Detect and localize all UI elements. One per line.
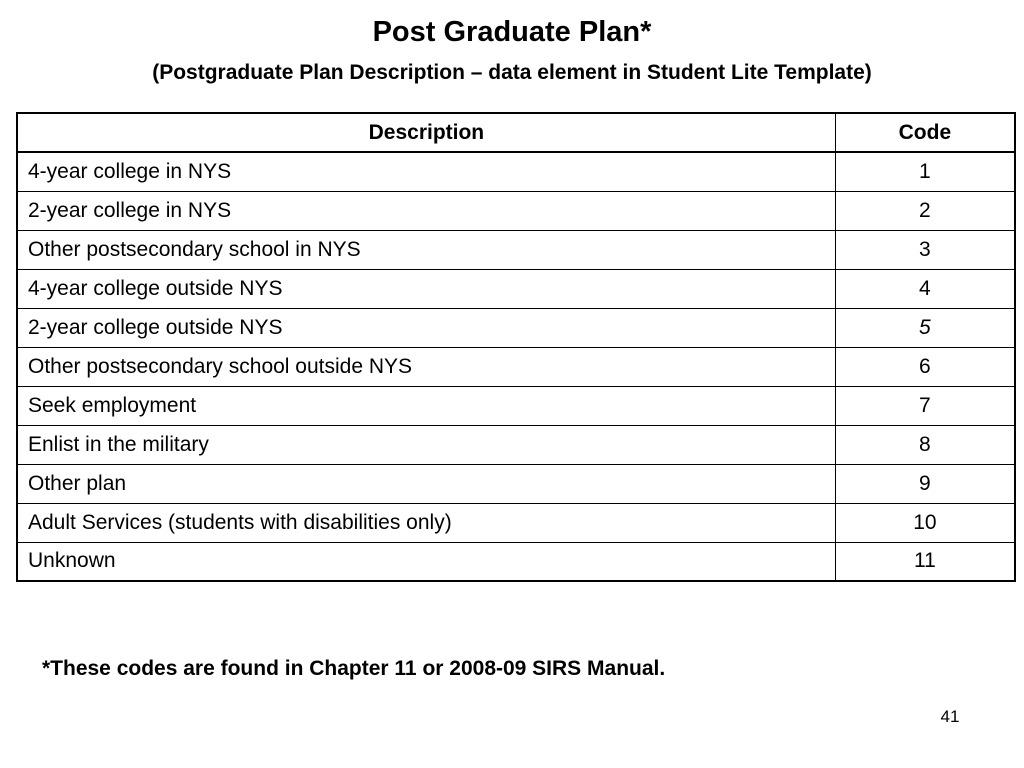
plan-description-cell: Seek employment — [17, 386, 835, 425]
table-row — [17, 503, 1015, 542]
table-row — [17, 425, 1015, 464]
plan-description-cell: 4-year college outside NYS — [17, 269, 835, 308]
plan-description-cell: Other postsecondary school in NYS — [17, 230, 835, 269]
plan-description-cell: Other plan — [17, 464, 835, 503]
table-row — [17, 269, 1015, 308]
plan-description-cell: Enlist in the military — [17, 425, 835, 464]
plan-description-cell: 2-year college outside NYS — [17, 308, 835, 347]
plan-code-cell: 9 — [835, 464, 1015, 503]
plan-description-cell: Other postsecondary school outside NYS — [17, 347, 835, 386]
column-header-description: Description — [17, 113, 835, 152]
plan-code-cell: 8 — [835, 425, 1015, 464]
table-row — [17, 191, 1015, 230]
page-number: 41 — [940, 707, 960, 726]
plan-code-cell: 7 — [835, 386, 1015, 425]
plan-code-cell: 3 — [835, 230, 1015, 269]
table-row — [17, 386, 1015, 425]
table-row — [17, 152, 1015, 191]
table-row — [17, 542, 1015, 581]
plan-code-cell: 10 — [835, 503, 1015, 542]
plan-description-cell: 4-year college in NYS — [17, 152, 835, 191]
table-row — [17, 230, 1015, 269]
slide-title: Post Graduate Plan* — [372, 16, 652, 48]
plan-description-cell: 2-year college in NYS — [17, 191, 835, 230]
plan-code-cell: 4 — [835, 269, 1015, 308]
footnote: *These codes are found in Chapter 11 or 2008-09 SIRS Manual. — [42, 657, 666, 680]
table-body — [17, 152, 1015, 581]
table-row — [17, 347, 1015, 386]
plan-code-cell: 5 — [835, 308, 1015, 347]
plan-code-cell: 2 — [835, 191, 1015, 230]
table-row — [17, 464, 1015, 503]
plan-code-cell: 11 — [835, 542, 1015, 581]
plan-description-cell: Adult Services (students with disabilities only) — [17, 503, 835, 542]
plan-description-cell: Unknown — [17, 542, 835, 581]
table-row — [17, 308, 1015, 347]
slide-subtitle: (Postgraduate Plan Description – data element in Student Lite Template) — [152, 61, 872, 84]
column-header-code: Code — [835, 113, 1015, 152]
table-header-row — [17, 113, 1015, 152]
postgraduate-plan-table — [16, 112, 1016, 582]
plan-code-cell: 1 — [835, 152, 1015, 191]
plan-code-cell: 6 — [835, 347, 1015, 386]
